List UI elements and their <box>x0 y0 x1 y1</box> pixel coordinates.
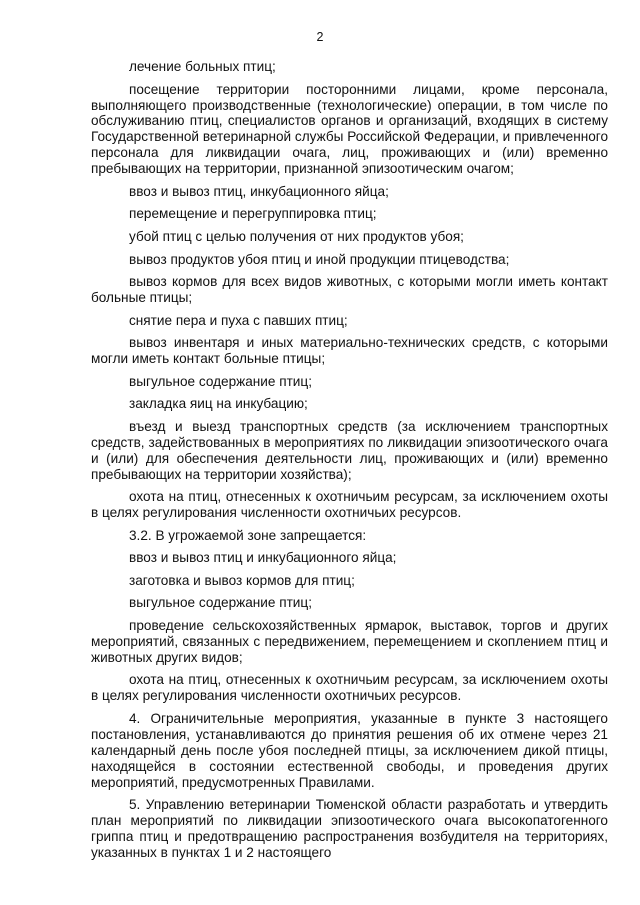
paragraph: посещение территории посторонними лицами, кроме персонала, выполняющего производственные (технологические) операции, в том числе по обслуживанию птиц, специалистов органов и организаций, входящих в систему Государственной ветеринарной службы Российской Федерации, и привлеченного персонала для ликвидации очага, лиц, проживающих и (или) временно пребывающих на территории, признанной эпизоотическим очагом; <box>91 81 608 177</box>
paragraph: убой птиц с целью получения от них продуктов убоя; <box>129 228 464 244</box>
document-body <box>91 59 608 861</box>
paragraph: закладка яиц на инкубацию; <box>129 396 308 412</box>
paragraph: охота на птиц, отнесенных к охотничьим ресурсам, за исключением охоты в целях регулирования численности охотничьих ресурсов. <box>91 672 608 704</box>
paragraph: въезд и выезд транспортных средств (за исключением транспортных средств, задействованных в мероприятиях по ликвидации эпизоотического очага и (или) для обеспечения деятельности лиц, проживающих и (или) временно пребывающих на территории хозяйства); <box>91 418 608 482</box>
paragraph: 5. Управлению ветеринарии Тюменской области разработать и утвердить план мероприятий по ликвидации эпизоотического очага высокопатогенного гриппа птиц и предотвращению распространения возбудителя на территориях, указанных в пунктах 1 и 2 настоящего <box>91 797 608 860</box>
paragraph: охота на птиц, отнесенных к охотничьим ресурсам, за исключением охоты в целях регулирования численности охотничьих ресурсов. <box>91 489 608 521</box>
paragraph: выгульное содержание птиц; <box>129 373 312 389</box>
paragraph: заготовка и вывоз кормов для птиц; <box>129 572 355 588</box>
paragraph: вывоз инвентаря и иных материально-технических средств, с которыми могли иметь контакт больные птицы; <box>91 335 608 367</box>
page-number: 2 <box>316 30 324 44</box>
paragraph: проведение сельскохозяйственных ярмарок, выставок, торгов и других мероприятий, связанных с передвижением, перемещением и скоплением птиц и животных других видов; <box>91 618 608 665</box>
paragraph: ввоз и вывоз птиц, инкубационного яйца; <box>129 183 389 199</box>
paragraph: вывоз кормов для всех видов животных, с которыми могли иметь контакт больные птицы; <box>91 274 608 305</box>
paragraph: лечение больных птиц; <box>129 59 276 74</box>
paragraph: снятие пера и пуха с павших птиц; <box>129 312 348 328</box>
paragraph: выгульное содержание птиц; <box>129 595 312 611</box>
paragraph: 3.2. В угрожаемой зоне запрещается: <box>129 527 367 543</box>
paragraph: 4. Ограничительные мероприятия, указанные в пункте 3 настоящего постановления, устанавливаются до принятия решения об их отмене через 21 календарный день после убоя последней птицы, за исключением дикой птицы, находящейся в состоянии естественной свободы, и проведения других мероприятий, предусмотренных Правилами. <box>91 710 608 790</box>
paragraph: вывоз продуктов убоя птиц и иной продукции птицеводства; <box>129 251 510 267</box>
paragraph: ввоз и вывоз птиц и инкубационного яйца; <box>129 550 397 566</box>
paragraph: перемещение и перегруппировка птиц; <box>129 206 377 222</box>
